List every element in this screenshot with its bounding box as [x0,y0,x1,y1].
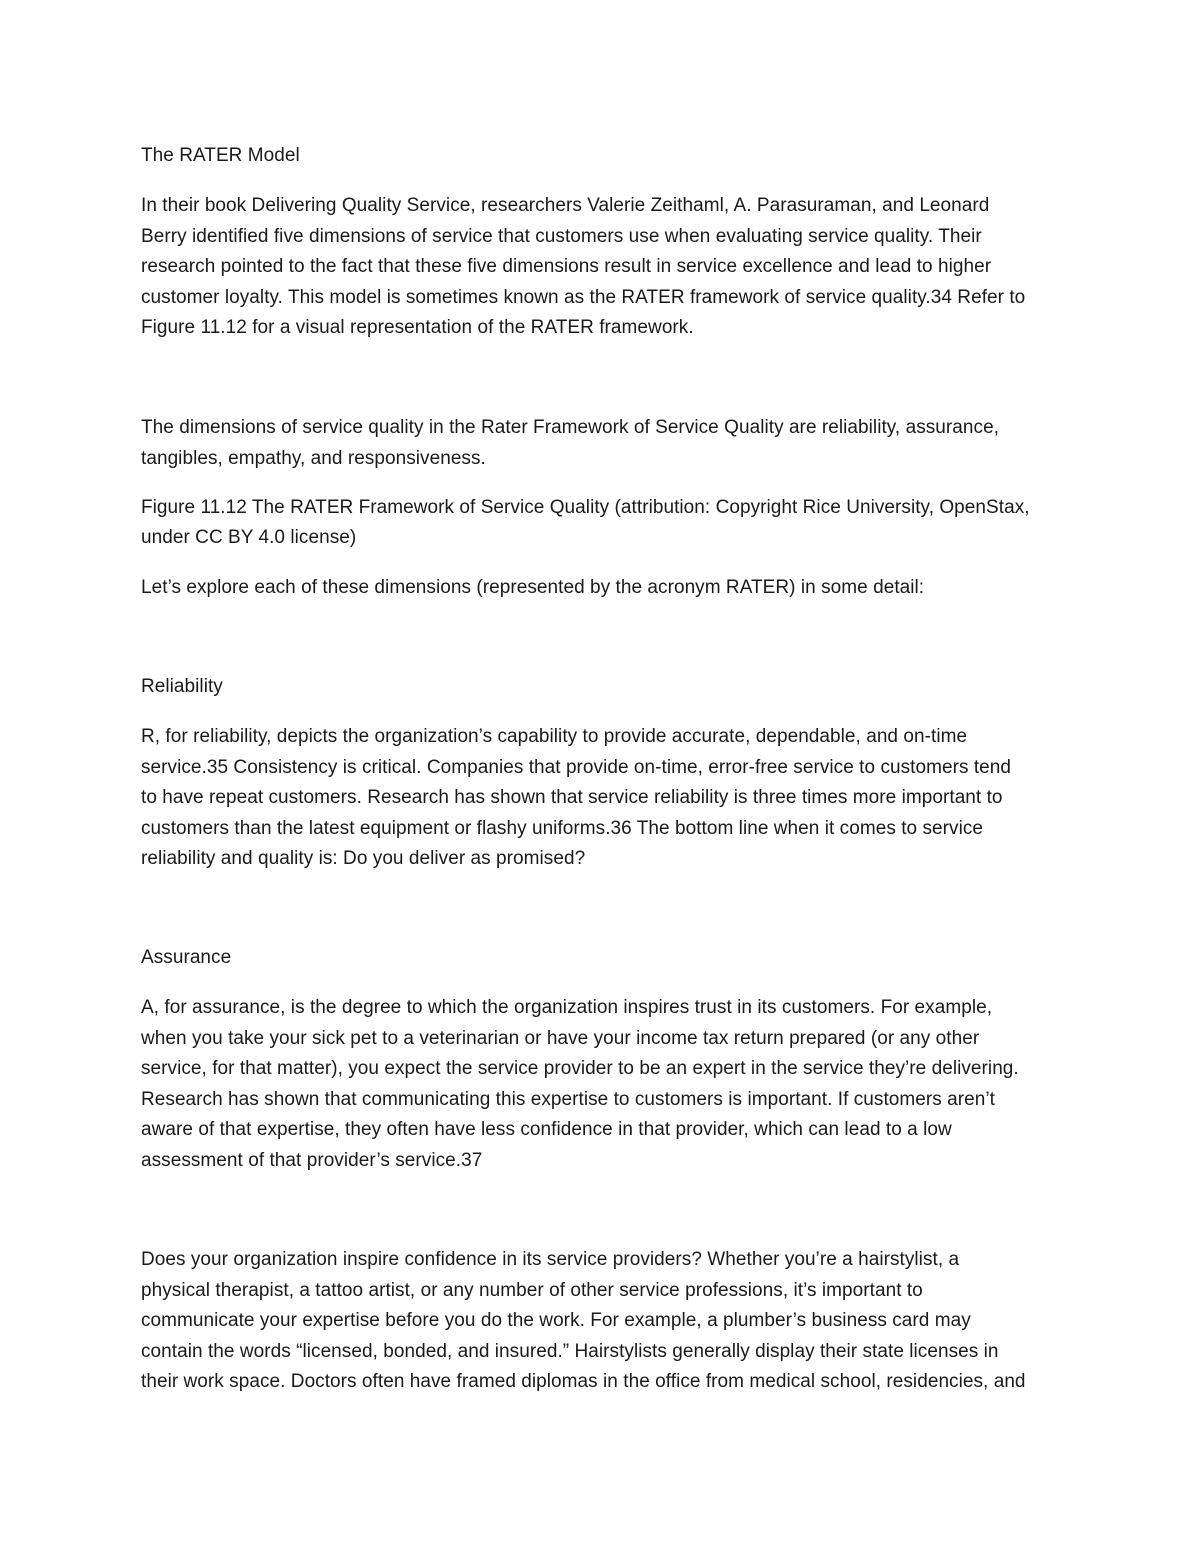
paragraph-line: Does your organization inspire confidence in its service providers? Whether you’re a hairstylist, a [141,1249,960,1270]
section-heading-assurance: Assurance [141,947,232,968]
paragraph-line: customer loyalty. This model is sometimes known as the RATER framework of service quality.34 Refer to [141,287,1026,308]
paragraph-line: In their book Delivering Quality Service, researchers Valerie Zeithaml, A. Parasuraman, and Leonard [141,195,990,216]
paragraph-line: when you take your sick pet to a veterinarian or have your income tax return prepared (or any other [141,1028,980,1049]
paragraph-line: R, for reliability, depicts the organization’s capability to provide accurate, dependable, and on-time [141,726,968,747]
paragraph-line: A, for assurance, is the degree to which the organization inspires trust in its customers. For example, [141,997,993,1018]
paragraph-line: their work space. Doctors often have framed diplomas in the office from medical school, residencies, and [141,1371,1026,1392]
paragraph-line: Research has shown that communicating this expertise to customers is important. If customers aren’t [141,1089,995,1110]
paragraph-line: service, for that matter), you expect the service provider to be an expert in the service they’re delivering. [141,1058,1019,1079]
paragraph-line: to have repeat customers. Research has shown that service reliability is three times more important to [141,787,1003,808]
paragraph-line: communicate your expertise before you do the work. For example, a plumber’s business card may [141,1310,971,1331]
paragraph-line: Berry identified five dimensions of service that customers use when evaluating service quality. Their [141,226,982,247]
paragraph-line: aware of that expertise, they often have less confidence in that provider, which can lead to a low [141,1119,952,1140]
paragraph-line: Figure 11.12 for a visual representation of the RATER framework. [141,317,694,338]
paragraph-line: research pointed to the fact that these five dimensions result in service excellence and lead to higher [141,256,992,277]
paragraph-line: physical therapist, a tattoo artist, or any number of other service professions, it’s important to [141,1280,923,1301]
paragraph-line: contain the words “licensed, bonded, and insured.” Hairstylists generally display their state licenses in [141,1341,999,1362]
figure-caption: Figure 11.12 The RATER Framework of Service Quality (attribution: Copyright Rice University, OpenStax, [141,497,1030,518]
paragraph-line: assessment of that provider’s service.37 [141,1150,483,1171]
doc-title: The RATER Model [141,145,300,166]
figure-caption: under CC BY 4.0 license) [141,527,357,548]
section-heading-reliability: Reliability [141,676,223,697]
paragraph-line: service.35 Consistency is critical. Companies that provide on-time, error-free service to customers tend [141,757,1012,778]
paragraph-line: customers than the latest equipment or flashy uniforms.36 The bottom line when it comes to service [141,818,984,839]
paragraph-line: tangibles, empathy, and responsiveness. [141,448,486,469]
paragraph-line: The dimensions of service quality in the Rater Framework of Service Quality are reliability, assurance, [141,417,1000,438]
paragraph-line: reliability and quality is: Do you deliver as promised? [141,848,586,869]
paragraph-line: Let’s explore each of these dimensions (represented by the acronym RATER) in some detail: [141,577,925,598]
